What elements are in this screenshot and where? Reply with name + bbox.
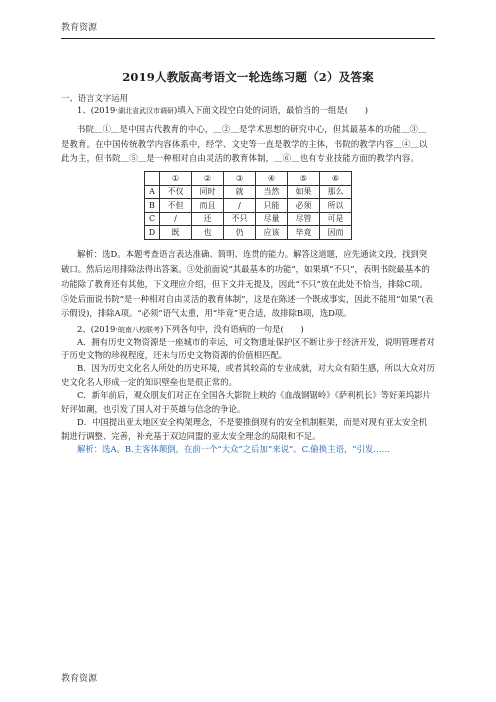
table-cell: 必须 [288,199,320,213]
table-cell: 同时 [192,185,224,199]
table-cell: 应该 [256,226,288,240]
table-cell: / [160,212,192,226]
table-cell [145,172,160,186]
option-c: C．新年前后，观众朋友们对正在全国各大影院上映的《血战钢锯岭》《萨利机长》等好莱坞影片好评如潮，也引发了国人对于英雄与信念的争论。 [61,390,431,414]
page-header: 教育资源 [61,23,98,33]
table-cell: / [224,199,256,213]
option-d: D．中国提出亚太地区安全构架理念，不是要推倒现有的安全机制框架，而是对现有亚太安全机制进行调整、完善，补充基于双边同盟的亚太安全理念的局限和不足。 [61,417,428,441]
table-row [145,199,352,213]
question-2-analysis: 解析：选A。B.主客体颠倒，在前一个“大众”之后加“来说”。C.偷换主语，“引发…… [77,444,391,455]
table-cell: ③ [224,172,256,186]
table-cell: 不只 [224,212,256,226]
table-cell: 如果 [288,185,320,199]
table-cell: 不仅 [160,185,192,199]
table-cell: 也 [192,226,224,240]
table-cell: ① [160,172,192,186]
document-title: 2019人教版高考语文一轮选练习题（2）及答案 [122,70,374,84]
question-1-number: 1、(2019· [77,104,118,115]
header-rule [61,38,435,39]
question-2-stem [61,323,435,335]
question-2-number: 2、(2019· [77,324,118,335]
table-cell: 所以 [320,199,352,213]
content [61,54,435,455]
table-cell: A [145,185,160,199]
question-2-prompt: )下列各句中，没有语病的一句是( ) [159,324,304,335]
table-cell: ⑤ [288,172,320,186]
section-heading: 一、语言文字运用 [61,92,128,103]
table-cell: 既 [160,226,192,240]
table-cell: B [145,199,160,213]
table-cell: 不但 [160,199,192,213]
table-row [145,212,352,226]
table-cell: 尽管 [288,212,320,226]
options-table [144,171,352,240]
options-table-header [145,172,352,186]
table-cell: 仍 [224,226,256,240]
table-cell: 毕竟 [288,226,320,240]
option-a: A．拥有历史文物资源是一座城市的幸运，可文物遗址保护区不断让步于经济开发，说明管理者对于历史文物的珍视程度，还未与历史文物资源的价值相匹配。 [61,336,435,361]
table-cell: ④ [256,172,288,186]
table-cell: C [145,212,160,226]
table-row [145,226,352,240]
table-cell: 当然 [256,185,288,199]
question-1-stem [61,104,435,116]
table-cell: ⑥ [320,172,352,186]
table-cell: 就 [224,185,256,199]
table-cell: D [145,226,160,240]
table-cell: ② [192,172,224,186]
table-cell: 那么 [320,185,352,199]
table-cell: 而且 [192,199,224,213]
option-b: B．因为历史文化名人所处的历史环境，或者其较高的专业成就，对大众有陌生感，所以大众对历史文化名人形成一定的知识壁垒也是很正常的。 [61,363,435,387]
page-footer: 教育资源 [61,674,98,684]
question-1-passage: 书院＿①＿是中国古代教育的中心，＿②＿是学术思想的研究中心，但其最基本的功能＿③＿是教育。在中国传统教学内容体系中，经学、文史等一直是教学的主体，书院的教学内容＿④＿以此为主，但书院＿⑤＿是一种相对自由灵活的教育体制，＿⑥＿也有专业技能方面的教学内容。 [61,124,428,164]
question-1-source: 湖北省武汉市调研 [117,106,174,115]
question-1-prompt: )填入下面文段空白处的词语，最恰当的一组是( ) [173,104,369,115]
table-cell: 只能 [256,199,288,213]
table-cell: 可是 [320,212,352,226]
table-cell: 还 [192,212,224,226]
table-cell: 因而 [320,226,352,240]
question-2-source: 皖南八校联考 [117,326,160,335]
question-1-analysis: 解析：选D。本题考查语言表达准确、简明、连贯的能力。解答这道题，应先通读文段，找到突破口。然后运用排除法得出答案。③处前面说“其最基本的功能”，如果填“不只”，表明书院最基本的功能除了教育还有其他，下文理应介绍，但下文并无提及，因此“不只”放在此处不恰当，排除C项。⑤处后面说书院“是一种相对自由灵活的教育体制”，这是在陈述一个既成事实，因此不能用“如果”(表示假设)，排除A项。“必须”语气太重，用“毕竟”更合适，故排除B项，选D项。 [61,248,434,319]
table-row [145,185,352,199]
table-cell: 尽量 [256,212,288,226]
